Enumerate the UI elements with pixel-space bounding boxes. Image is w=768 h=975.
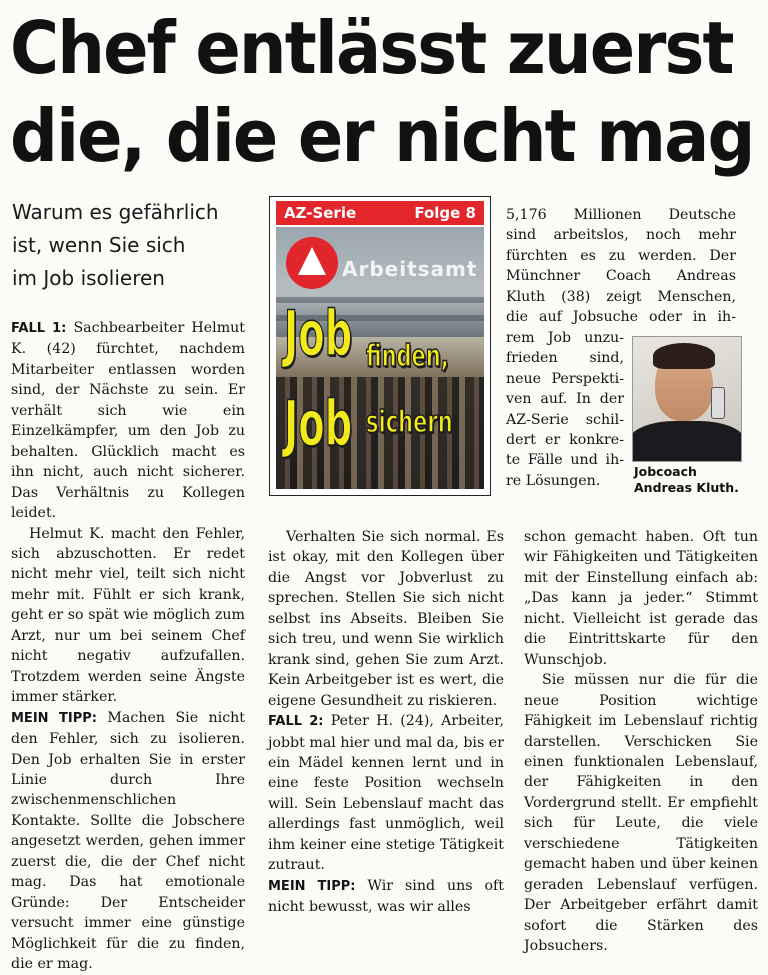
intro-line: Münchner Coach Andreas xyxy=(506,268,736,285)
col3-paragraph-2: Sie müssen nur die für die neue Position wichtige Fähigkeit im Lebenslauf richtig darstellen. Verschicken Sie einen funktionalen Lebenslauf, der Fähigkeiten in den Vordergrund stellt. Er empfiehlt sich für Leute, die viele verschiedene Tätigkeiten gemacht haben und über keinen geraden Lebenslauf verfügen. Der Arbeitgeber erfährt damit sofort die Stärken des Jobsuchers. xyxy=(524,672,758,955)
series-episode: Folge 8 xyxy=(414,204,476,222)
headline-line-2: die, die er nicht mag xyxy=(10,94,754,178)
fall2-paragraph xyxy=(268,711,504,876)
intro-line: AZ-Serie schil- xyxy=(506,411,624,428)
tipp1-kicker: MEIN TIPP: xyxy=(11,710,97,726)
headline-line-1: Chef entlässt zuerst xyxy=(10,6,733,90)
intro-line: rem Job unzu- xyxy=(506,329,624,346)
coach-caption-1: Jobcoach xyxy=(634,464,697,479)
tipp1-text: Machen Sie nicht den Fehler, sich zu isolieren. Den Job erhalten Sie in erster Linie durch Ihre zwischenmenschlichen Kontakte. Sollte die Jobschere angesetzt werden, gehen immer zuerst die, die der Chef nicht mag. Das hat emotionale Gründe: Der Entscheider versucht immer eine günstige Möglichkeit für die zu finden, die er mag. xyxy=(11,709,245,973)
column-1 xyxy=(11,318,245,975)
intro-line: dert er konkre- xyxy=(506,431,624,448)
intro-line: neue Perspekti- xyxy=(506,370,624,387)
arbeitsamt-photo xyxy=(276,227,484,489)
intro-line: fürchten es zu werden. Der xyxy=(506,247,736,264)
series-teaser-box xyxy=(269,196,491,496)
fall1-text: Sachbearbeiter Helmut K. (42) fürchtet, nachdem Mitarbeiter entlassen worden sind, der Nächste zu sein. Er verhält sich wie ein Einzelkämpfer, um den Job zu behalten. Glücklich macht es ihn nicht, auch nicht sicherer. Das Verhältnis zu Kollegen leidet. xyxy=(11,320,245,522)
subhead-line-2: ist, wenn Sie sich xyxy=(12,233,186,257)
subhead-line-3: im Job isolieren xyxy=(12,266,165,290)
intro-line: sind arbeitslos, noch mehr xyxy=(506,227,736,244)
col1-paragraph-2: Helmut K. macht den Fehler, sich abzuschotten. Er redet nicht mehr viel, teilt sich nicht mehr mit. Fühlt er sich krank, geht er so spät wie möglich zum Arzt, nur um bei seinem Chef nicht negativ aufzufallen. Trotzdem werden seine Ängste immer stärker. xyxy=(11,525,245,706)
intro-line: re Lösungen. xyxy=(506,472,601,489)
col3-paragraph-1: schon gemacht haben. Oft tun wir Fähigkeiten und Tätigkeiten mit der Einstellung einfach ab: „Das kann ja jeder.“ Stimmt nicht. Vielleicht ist gerade das die Eintrittskarte für den Wunschjob. xyxy=(524,529,758,668)
intro-line: te Fälle und ih- xyxy=(506,452,624,469)
column-2 xyxy=(268,527,504,918)
series-label: AZ-Serie xyxy=(284,204,357,222)
column-3 xyxy=(524,527,758,957)
series-banner xyxy=(276,201,484,225)
intro-line: die auf Jobsuche oder in ih- xyxy=(506,309,736,326)
tipp2-kicker: MEIN TIPP: xyxy=(268,878,356,894)
tipp1-paragraph xyxy=(11,708,245,975)
headline xyxy=(10,4,754,180)
subhead-line-1: Warum es gefährlich xyxy=(12,200,219,224)
phone-icon xyxy=(711,387,725,419)
coach-caption xyxy=(634,464,739,496)
intro-line: frieden sind, xyxy=(506,350,624,367)
slogan-finden: finden, xyxy=(366,339,449,374)
subheadline xyxy=(12,196,262,295)
slogan-job-1: Job xyxy=(284,297,353,370)
col2-paragraph-1: Verhalten Sie sich normal. Es ist okay, mit den Kollegen über die Angst vor Jobverlust zu sprechen. Stellen Sie sich nicht selbst ins Abseits. Bleiben Sie sich treu, und wenn Sie wirklich krank sind, gehen Sie zum Arzt. Kein Arbeitgeber ist es wert, die eigene Gesundheit zu riskieren. xyxy=(268,529,504,709)
arbeitsamt-logo-icon xyxy=(286,237,338,289)
fall2-text: Peter H. (24), Arbeiter, jobbt mal hier und mal da, bis er ein Mädel kennen lernt und in eine feste Position wechseln will. Sein Lebenslauf macht das allerdings fast unmöglich, weil ihm keiner eine stetige Tätigkeit zutraut. xyxy=(268,713,504,874)
slogan-sichern: sichern xyxy=(366,405,453,440)
tipp2-text: Wir sind uns oft nicht bewusst, was wir alles xyxy=(268,877,504,916)
coach-photo xyxy=(632,336,742,462)
fall2-kicker: FALL 2: xyxy=(268,714,324,730)
photo-sign: Arbeitsamt xyxy=(342,257,478,281)
intro-line: Kluth (38) zeigt Menschen, xyxy=(506,288,736,305)
intro-line: ven auf. In der xyxy=(506,391,624,408)
coach-caption-2: Andreas Kluth. xyxy=(634,480,739,495)
intro-line: 5,176 Millionen Deutsche xyxy=(506,207,736,223)
fall1-kicker: FALL 1: xyxy=(11,321,67,336)
fall1-paragraph xyxy=(11,318,245,524)
tipp2-paragraph xyxy=(268,876,504,918)
slogan-job-2: Job xyxy=(284,387,353,460)
